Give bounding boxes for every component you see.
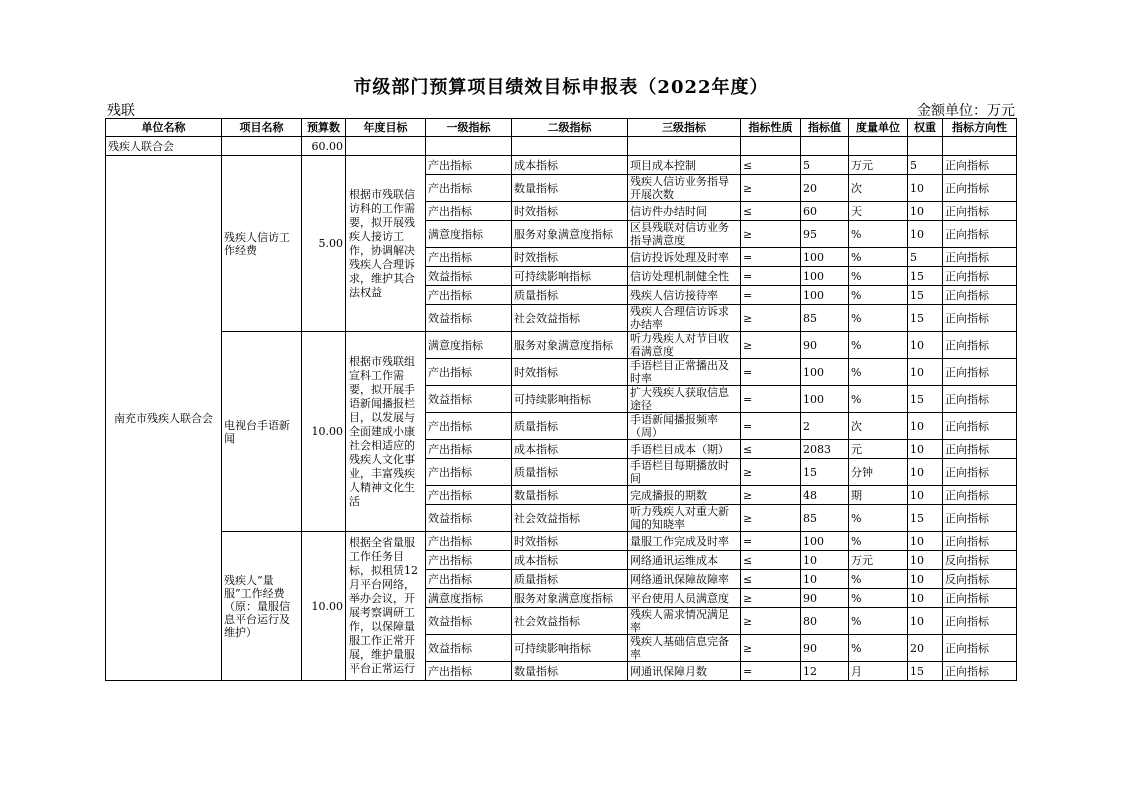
level1-cell: 产出指标	[426, 662, 512, 681]
level3-cell: 项目成本控制	[628, 156, 741, 175]
level2-cell: 质量指标	[512, 459, 628, 486]
nature-cell: ≥	[741, 459, 801, 486]
level3-cell: 区县残联对信访业务指导满意度	[628, 221, 741, 248]
unit-cell: %	[849, 221, 908, 248]
level2-cell: 质量指标	[512, 286, 628, 305]
unit-summary-row	[106, 137, 1017, 156]
value-cell: 5	[801, 156, 849, 175]
nature-cell: =	[741, 286, 801, 305]
level3-cell: 平台使用人员满意度	[628, 589, 741, 608]
direction-cell: 正向指标	[943, 359, 1017, 386]
level2-cell: 时效指标	[512, 202, 628, 221]
level2-cell: 质量指标	[512, 570, 628, 589]
unit-cell: %	[849, 505, 908, 532]
unit-cell: %	[849, 608, 908, 635]
level3-cell: 量服工作完成及时率	[628, 532, 741, 551]
unit-cell: %	[849, 286, 908, 305]
value-cell: 95	[801, 221, 849, 248]
direction-cell: 正向指标	[943, 662, 1017, 681]
level3-cell: 听力残疾人对重大新闻的知晓率	[628, 505, 741, 532]
header-cell: 年度目标	[346, 119, 426, 137]
weight-cell: 10	[908, 551, 943, 570]
weight-cell: 15	[908, 286, 943, 305]
unit-cell: 分钟	[849, 459, 908, 486]
level2-cell: 成本指标	[512, 551, 628, 570]
level1-cell: 产出指标	[426, 156, 512, 175]
level3-cell: 残疾人基础信息完备率	[628, 635, 741, 662]
weight-cell: 15	[908, 267, 943, 286]
direction-cell: 正向指标	[943, 459, 1017, 486]
value-cell: 100	[801, 267, 849, 286]
level3-cell: 听力残疾人对节目收看满意度	[628, 332, 741, 359]
header-cell: 项目名称	[222, 119, 302, 137]
direction-cell: 正向指标	[943, 386, 1017, 413]
level2-cell: 可持续影响指标	[512, 386, 628, 413]
nature-cell: ≥	[741, 635, 801, 662]
unit-cell: %	[849, 570, 908, 589]
value-cell: 80	[801, 608, 849, 635]
performance-table	[105, 118, 1017, 681]
direction-cell: 正向指标	[943, 332, 1017, 359]
unit-cell: %	[849, 267, 908, 286]
level2-cell: 质量指标	[512, 413, 628, 440]
level3-cell: 手语栏目成本（期）	[628, 440, 741, 459]
header-cell: 指标方向性	[943, 119, 1017, 137]
value-cell: 20	[801, 175, 849, 202]
direction-cell: 反向指标	[943, 570, 1017, 589]
unit-cell: 次	[849, 413, 908, 440]
value-cell: 90	[801, 332, 849, 359]
nature-cell: ≥	[741, 486, 801, 505]
nature-cell: ≥	[741, 608, 801, 635]
direction-cell: 正向指标	[943, 440, 1017, 459]
direction-cell: 正向指标	[943, 532, 1017, 551]
level1-cell: 产出指标	[426, 248, 512, 267]
unit-name-cell: 残疾人联合会	[106, 137, 222, 156]
weight-cell: 10	[908, 359, 943, 386]
direction-cell: 正向指标	[943, 608, 1017, 635]
unit-cell: 元	[849, 440, 908, 459]
project-budget-cell: 10.00	[302, 332, 346, 532]
value-cell: 2083	[801, 440, 849, 459]
level2-cell: 数量指标	[512, 175, 628, 202]
weight-cell: 10	[908, 221, 943, 248]
unit-cell: 次	[849, 175, 908, 202]
header-cell: 预算数	[302, 119, 346, 137]
direction-cell: 正向指标	[943, 156, 1017, 175]
level3-cell: 信访处理机制健全性	[628, 267, 741, 286]
weight-cell: 15	[908, 505, 943, 532]
level3-cell: 手语栏目正常播出及时率	[628, 359, 741, 386]
weight-cell: 10	[908, 413, 943, 440]
unit-cell: %	[849, 386, 908, 413]
header-cell: 单位名称	[106, 119, 222, 137]
weight-cell: 10	[908, 459, 943, 486]
value-cell: 60	[801, 202, 849, 221]
department-label: 残联	[107, 103, 135, 119]
level3-cell: 手语新闻播报频率（周）	[628, 413, 741, 440]
unit-budget-cell: 60.00	[302, 137, 346, 156]
level1-cell: 效益指标	[426, 635, 512, 662]
level1-cell: 产出指标	[426, 175, 512, 202]
level2-cell: 社会效益指标	[512, 305, 628, 332]
nature-cell: ≥	[741, 505, 801, 532]
level1-cell: 效益指标	[426, 267, 512, 286]
value-cell: 48	[801, 486, 849, 505]
value-cell: 10	[801, 551, 849, 570]
direction-cell: 正向指标	[943, 305, 1017, 332]
level3-cell: 残疾人信访业务指导开展次数	[628, 175, 741, 202]
weight-cell: 10	[908, 332, 943, 359]
value-cell: 100	[801, 248, 849, 267]
level1-cell: 满意度指标	[426, 332, 512, 359]
unit-cell: %	[849, 332, 908, 359]
value-cell: 100	[801, 386, 849, 413]
header-cell: 权重	[908, 119, 943, 137]
project-name-cell: 电视台手语新闻	[222, 332, 302, 532]
table-row	[106, 332, 1017, 359]
unit-cell: %	[849, 248, 908, 267]
level1-cell: 产出指标	[426, 551, 512, 570]
annual-goal-cell: 根据全省量服工作任务目标，拟租赁12月平台网络，举办会议，开展考察调研工作，以保障量服工作正常开展，维护量服平台正常运行	[346, 532, 426, 681]
nature-cell: =	[741, 386, 801, 413]
nature-cell: ≤	[741, 440, 801, 459]
direction-cell: 正向指标	[943, 267, 1017, 286]
level1-cell: 产出指标	[426, 459, 512, 486]
level3-cell: 残疾人合理信访诉求办结率	[628, 305, 741, 332]
nature-cell: ≤	[741, 570, 801, 589]
project-budget-cell: 10.00	[302, 532, 346, 681]
level2-cell: 服务对象满意度指标	[512, 221, 628, 248]
amount-unit-label: 金额单位：万元	[917, 103, 1015, 119]
value-cell: 100	[801, 532, 849, 551]
nature-cell: =	[741, 359, 801, 386]
nature-cell: =	[741, 532, 801, 551]
table-row	[106, 156, 1017, 175]
unit-cell: %	[849, 532, 908, 551]
header-cell: 度量单位	[849, 119, 908, 137]
value-cell: 12	[801, 662, 849, 681]
annual-goal-cell: 根据市残联信访科的工作需要，拟开展残疾人接访工作，协调解决残疾人合理诉求，维护其合法权益	[346, 156, 426, 332]
weight-cell: 10	[908, 570, 943, 589]
value-cell: 100	[801, 359, 849, 386]
level2-cell: 时效指标	[512, 248, 628, 267]
nature-cell: =	[741, 267, 801, 286]
weight-cell: 10	[908, 440, 943, 459]
direction-cell: 正向指标	[943, 635, 1017, 662]
weight-cell: 5	[908, 248, 943, 267]
direction-cell: 正向指标	[943, 286, 1017, 305]
value-cell: 2	[801, 413, 849, 440]
header-row	[106, 119, 1017, 137]
header-cell: 三级指标	[628, 119, 741, 137]
value-cell: 90	[801, 635, 849, 662]
unit-cell: 天	[849, 202, 908, 221]
weight-cell: 20	[908, 635, 943, 662]
value-cell: 100	[801, 286, 849, 305]
annual-goal-cell: 根据市残联组宣科工作需要，拟开展手语新闻播报栏目，以发展与全面建成小康社会相适应的残疾人文化事业，丰富残疾人精神文化生活	[346, 332, 426, 532]
value-cell: 10	[801, 570, 849, 589]
level3-cell: 信访件办结时间	[628, 202, 741, 221]
header-cell: 一级指标	[426, 119, 512, 137]
direction-cell: 正向指标	[943, 202, 1017, 221]
weight-cell: 15	[908, 305, 943, 332]
level2-cell: 数量指标	[512, 662, 628, 681]
level3-cell: 手语栏目每期播放时间	[628, 459, 741, 486]
project-name-cell: 残疾人“量服”工作经费（原：量服信息平台运行及维护）	[222, 532, 302, 681]
nature-cell: ≥	[741, 175, 801, 202]
weight-cell: 15	[908, 386, 943, 413]
weight-cell: 10	[908, 486, 943, 505]
direction-cell: 正向指标	[943, 248, 1017, 267]
level2-cell: 社会效益指标	[512, 505, 628, 532]
value-cell: 90	[801, 589, 849, 608]
nature-cell: ≥	[741, 332, 801, 359]
nature-cell: ≥	[741, 305, 801, 332]
project-name-cell: 残疾人信访工作经费	[222, 156, 302, 332]
direction-cell: 正向指标	[943, 413, 1017, 440]
level3-cell: 完成播报的期数	[628, 486, 741, 505]
weight-cell: 10	[908, 608, 943, 635]
level3-cell: 扩大残疾人获取信息途径	[628, 386, 741, 413]
header-cell: 二级指标	[512, 119, 628, 137]
level2-cell: 成本指标	[512, 156, 628, 175]
direction-cell: 正向指标	[943, 221, 1017, 248]
unit-cell: %	[849, 305, 908, 332]
direction-cell: 反向指标	[943, 551, 1017, 570]
nature-cell: ≥	[741, 589, 801, 608]
direction-cell: 正向指标	[943, 505, 1017, 532]
level3-cell: 网络通讯保障故障率	[628, 570, 741, 589]
unit-cell: 万元	[849, 156, 908, 175]
level2-cell: 时效指标	[512, 532, 628, 551]
weight-cell: 10	[908, 202, 943, 221]
unit-cell: 期	[849, 486, 908, 505]
level3-cell: 残疾人信访接待率	[628, 286, 741, 305]
direction-cell: 正向指标	[943, 175, 1017, 202]
nature-cell: ≤	[741, 551, 801, 570]
level1-cell: 产出指标	[426, 532, 512, 551]
weight-cell: 10	[908, 175, 943, 202]
unit-cell: %	[849, 359, 908, 386]
level1-cell: 产出指标	[426, 440, 512, 459]
level3-cell: 网络通讯运维成本	[628, 551, 741, 570]
header-cell: 指标值	[801, 119, 849, 137]
project-budget-cell: 5.00	[302, 156, 346, 332]
page-title: 市级部门预算项目绩效目标申报表（2022年度）	[353, 77, 769, 98]
value-cell: 85	[801, 305, 849, 332]
level2-cell: 服务对象满意度指标	[512, 332, 628, 359]
header-cell: 指标性质	[741, 119, 801, 137]
direction-cell: 正向指标	[943, 589, 1017, 608]
nature-cell: =	[741, 248, 801, 267]
unit-cell: 月	[849, 662, 908, 681]
unit-full-name-cell: 南充市残疾人联合会	[106, 156, 222, 681]
level1-cell: 产出指标	[426, 413, 512, 440]
level1-cell: 效益指标	[426, 305, 512, 332]
unit-cell: %	[849, 635, 908, 662]
level2-cell: 成本指标	[512, 440, 628, 459]
direction-cell: 正向指标	[943, 486, 1017, 505]
level2-cell: 可持续影响指标	[512, 635, 628, 662]
level2-cell: 时效指标	[512, 359, 628, 386]
level1-cell: 产出指标	[426, 570, 512, 589]
unit-cell: %	[849, 589, 908, 608]
nature-cell: ≤	[741, 156, 801, 175]
level2-cell: 服务对象满意度指标	[512, 589, 628, 608]
level1-cell: 产出指标	[426, 359, 512, 386]
value-cell: 15	[801, 459, 849, 486]
weight-cell: 5	[908, 156, 943, 175]
level2-cell: 可持续影响指标	[512, 267, 628, 286]
level2-cell: 社会效益指标	[512, 608, 628, 635]
nature-cell: =	[741, 413, 801, 440]
table-row	[106, 532, 1017, 551]
weight-cell: 10	[908, 589, 943, 608]
level1-cell: 效益指标	[426, 505, 512, 532]
level3-cell: 网通讯保障月数	[628, 662, 741, 681]
nature-cell: ≤	[741, 202, 801, 221]
level1-cell: 效益指标	[426, 386, 512, 413]
level1-cell: 满意度指标	[426, 221, 512, 248]
weight-cell: 15	[908, 662, 943, 681]
unit-cell: 万元	[849, 551, 908, 570]
level3-cell: 残疾人需求情况满足率	[628, 608, 741, 635]
level2-cell: 数量指标	[512, 486, 628, 505]
value-cell: 85	[801, 505, 849, 532]
level1-cell: 效益指标	[426, 608, 512, 635]
nature-cell: ≥	[741, 221, 801, 248]
nature-cell: =	[741, 662, 801, 681]
level1-cell: 产出指标	[426, 486, 512, 505]
weight-cell: 10	[908, 532, 943, 551]
level1-cell: 满意度指标	[426, 589, 512, 608]
level1-cell: 产出指标	[426, 286, 512, 305]
level1-cell: 产出指标	[426, 202, 512, 221]
level3-cell: 信访投诉处理及时率	[628, 248, 741, 267]
